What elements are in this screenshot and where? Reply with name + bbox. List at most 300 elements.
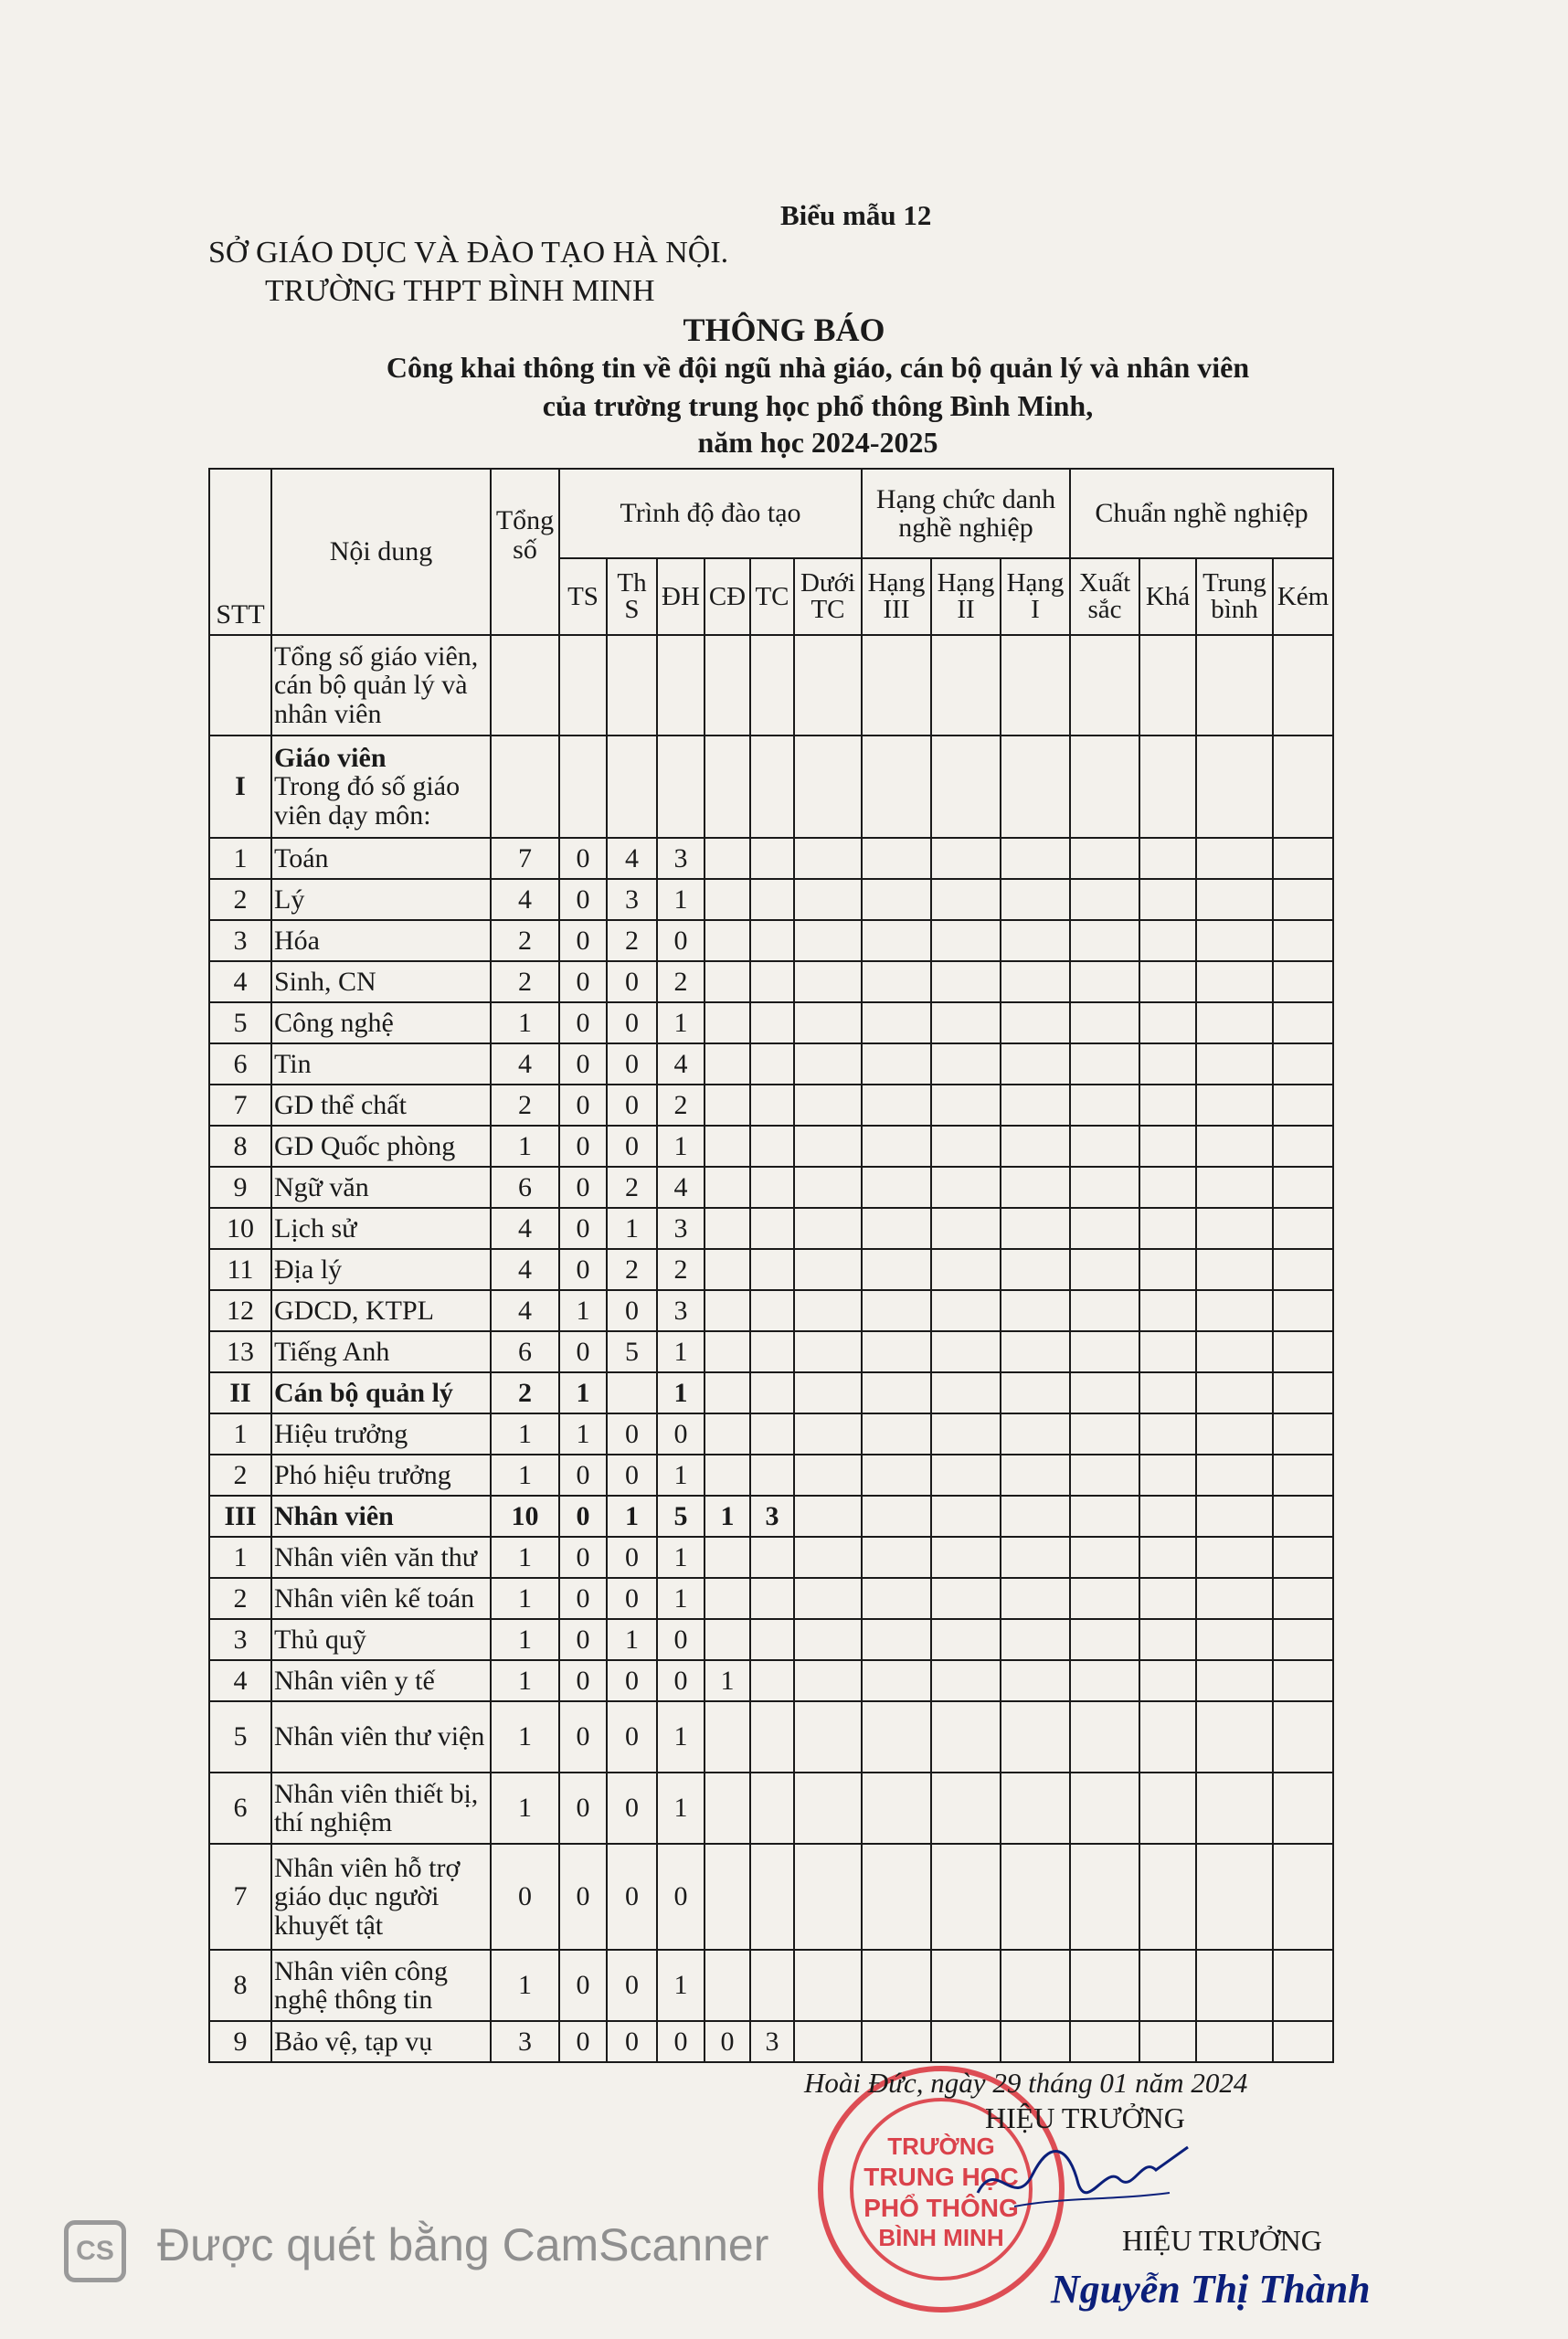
header-rank-2: Hạng II [931, 558, 1001, 635]
header-cd: CĐ [705, 558, 750, 635]
cell-dh: 2 [657, 1249, 705, 1290]
cell-empty [1139, 1844, 1196, 1950]
cell-tc [750, 1043, 794, 1085]
row-stt: III [209, 1496, 271, 1537]
cell-empty [862, 920, 931, 961]
cell-ths: 0 [607, 1578, 657, 1619]
cell-empty [794, 1537, 862, 1578]
header-below-tc: Dưới TC [794, 558, 862, 635]
header-tc: TC [750, 558, 794, 635]
cell-empty [1070, 1208, 1139, 1249]
cell-empty [1273, 1455, 1333, 1496]
cell-cd [705, 1208, 750, 1249]
cell-empty [1139, 920, 1196, 961]
table-row [209, 2021, 1333, 2062]
signer-role-bottom: HIỆU TRƯỞNG [1122, 2224, 1322, 2257]
row-name: Cán bộ quản lý [271, 1372, 491, 1413]
cell-empty [931, 838, 1001, 879]
cell-empty [1139, 1290, 1196, 1331]
cell-empty [1001, 879, 1070, 920]
row-name: Lý [271, 879, 491, 920]
cell-ths: 0 [607, 1002, 657, 1043]
table-row [209, 1331, 1333, 1372]
cell-cd [705, 1043, 750, 1085]
cell-empty [931, 1208, 1001, 1249]
cell-empty [931, 1537, 1001, 1578]
cell-tc [750, 879, 794, 920]
header-rank-1: Hạng I [1001, 558, 1070, 635]
cell-empty [931, 1413, 1001, 1455]
cell-empty [794, 1660, 862, 1701]
cell-empty [862, 1126, 931, 1167]
cell-empty [1196, 879, 1273, 920]
cell-cd [705, 1537, 750, 1578]
row-name: Nhân viên [271, 1496, 491, 1537]
signer-role-top: HIỆU TRƯỞNG [985, 2101, 1185, 2134]
cell-total: 2 [491, 961, 559, 1002]
cell-empty [794, 1844, 862, 1950]
cell-empty [862, 961, 931, 1002]
cell-cd: 1 [705, 1660, 750, 1701]
cell-empty [862, 1950, 931, 2021]
header-rank-3: Hạng III [862, 558, 931, 635]
cell-dh: 3 [657, 1208, 705, 1249]
row-stt: 7 [209, 1085, 271, 1126]
cell-empty [1139, 2021, 1196, 2062]
cell-total: 4 [491, 879, 559, 920]
cell-empty [1001, 1208, 1070, 1249]
cell-empty [862, 1249, 931, 1290]
cell-empty [794, 1043, 862, 1085]
cell-ts: 0 [559, 1844, 607, 1950]
cell-ts: 0 [559, 1773, 607, 1844]
table-row [209, 1701, 1333, 1773]
cell-tc [750, 1167, 794, 1208]
cell-empty [1139, 1496, 1196, 1537]
cell-empty [931, 1701, 1001, 1773]
cell-ts: 1 [559, 1290, 607, 1331]
cell-total: 2 [491, 1372, 559, 1413]
cell-empty [1070, 1372, 1139, 1413]
row-stt: II [209, 1372, 271, 1413]
cell-empty [1001, 1372, 1070, 1413]
row-stt: I [209, 736, 271, 838]
cell-empty [1070, 1660, 1139, 1701]
cell-empty [931, 879, 1001, 920]
cell-tc: 3 [750, 1496, 794, 1537]
cell-empty [1001, 1043, 1070, 1085]
cell-empty [1139, 1372, 1196, 1413]
cell-empty [862, 1167, 931, 1208]
cell-ths: 0 [607, 1701, 657, 1773]
cell-cd [705, 879, 750, 920]
table-row [209, 1372, 1333, 1413]
cell-ths: 3 [607, 879, 657, 920]
cell-tc [750, 920, 794, 961]
cell-tc [750, 1660, 794, 1701]
cell-empty [1139, 961, 1196, 1002]
row-name: Hiệu trưởng [271, 1413, 491, 1455]
cell-empty [862, 1331, 931, 1372]
cell-dh: 2 [657, 961, 705, 1002]
cell-empty [1001, 1578, 1070, 1619]
cell-total [491, 635, 559, 736]
cell-empty [931, 736, 1001, 838]
cell-empty [862, 1208, 931, 1249]
row-name: Hóa [271, 920, 491, 961]
row-stt: 9 [209, 1167, 271, 1208]
cell-empty [931, 1950, 1001, 2021]
cell-empty [931, 635, 1001, 736]
cell-ts: 0 [559, 1496, 607, 1537]
cell-empty [1070, 1496, 1139, 1537]
cell-empty [1273, 736, 1333, 838]
cell-empty [1196, 1043, 1273, 1085]
cell-cd [705, 635, 750, 736]
table-body [209, 635, 1333, 2062]
row-stt: 8 [209, 1950, 271, 2021]
cell-cd [705, 1290, 750, 1331]
cell-empty [794, 1290, 862, 1331]
row-stt: 11 [209, 1249, 271, 1290]
row-stt: 8 [209, 1126, 271, 1167]
cell-empty [794, 1701, 862, 1773]
header-dh: ĐH [657, 558, 705, 635]
cell-empty [1273, 1126, 1333, 1167]
table-row [209, 1002, 1333, 1043]
cell-ts: 0 [559, 1660, 607, 1701]
cell-dh: 0 [657, 1413, 705, 1455]
header-ts: TS [559, 558, 607, 635]
table-row [209, 736, 1333, 838]
row-name: Tiếng Anh [271, 1331, 491, 1372]
cell-empty [862, 1578, 931, 1619]
table-row [209, 838, 1333, 879]
cell-empty [1001, 961, 1070, 1002]
table-row [209, 1950, 1333, 2021]
cell-ts: 0 [559, 920, 607, 961]
row-name: GDCD, KTPL [271, 1290, 491, 1331]
cell-cd [705, 1167, 750, 1208]
cell-tc: 3 [750, 2021, 794, 2062]
cell-empty [1273, 1167, 1333, 1208]
cell-empty [862, 879, 931, 920]
row-name: Tin [271, 1043, 491, 1085]
row-stt: 9 [209, 2021, 271, 2062]
cell-empty [1273, 1413, 1333, 1455]
cell-empty [1139, 1773, 1196, 1844]
cell-ts: 0 [559, 1208, 607, 1249]
row-name: Nhân viên thiết bị, thí nghiệm [271, 1773, 491, 1844]
table-row [209, 1290, 1333, 1331]
row-name: Nhân viên công nghệ thông tin [271, 1950, 491, 2021]
cell-empty [1070, 1002, 1139, 1043]
table-row [209, 1126, 1333, 1167]
cell-cd [705, 1331, 750, 1372]
cell-dh: 1 [657, 1126, 705, 1167]
cell-empty [1273, 1290, 1333, 1331]
cell-empty [1070, 1619, 1139, 1660]
header-average: Trung bình [1196, 558, 1273, 635]
cell-cd [705, 961, 750, 1002]
header-excellent: Xuất sắc [1070, 558, 1139, 635]
cell-total: 4 [491, 1290, 559, 1331]
table-row [209, 961, 1333, 1002]
row-name: Nhân viên thư viện [271, 1701, 491, 1773]
cell-empty [1196, 1950, 1273, 2021]
cell-empty [1001, 736, 1070, 838]
cell-ths: 0 [607, 1085, 657, 1126]
row-name: Lịch sử [271, 1208, 491, 1249]
cell-empty [862, 736, 931, 838]
cell-ts: 0 [559, 838, 607, 879]
cell-ths: 0 [607, 1660, 657, 1701]
cell-empty [1273, 1249, 1333, 1290]
cell-empty [1070, 1167, 1139, 1208]
cell-empty [931, 1496, 1001, 1537]
cell-empty [1001, 1773, 1070, 1844]
cell-empty [862, 635, 931, 736]
cell-ts: 0 [559, 961, 607, 1002]
form-number: Biểu mẫu 12 [780, 199, 932, 231]
school-name: TRƯỜNG THPT BÌNH MINH [265, 274, 655, 308]
cell-empty [1196, 1002, 1273, 1043]
cell-tc [750, 1773, 794, 1844]
cell-total: 0 [491, 1844, 559, 1950]
cell-empty [862, 838, 931, 879]
cell-cd [705, 1372, 750, 1413]
table-row [209, 1537, 1333, 1578]
row-name: Nhân viên hỗ trợ giáo dục người khuyết tật [271, 1844, 491, 1950]
cell-empty [1196, 1290, 1273, 1331]
cell-empty [794, 920, 862, 961]
cell-cd [705, 1773, 750, 1844]
cell-ths [607, 736, 657, 838]
cell-empty [1139, 879, 1196, 920]
cell-empty [1196, 1496, 1273, 1537]
cell-empty [931, 1126, 1001, 1167]
cell-empty [862, 1701, 931, 1773]
cell-dh: 3 [657, 838, 705, 879]
row-name: Nhân viên y tế [271, 1660, 491, 1701]
header-training: Trình độ đào tạo [559, 469, 862, 558]
cell-empty [1196, 1619, 1273, 1660]
cell-dh: 3 [657, 1290, 705, 1331]
cell-tc [750, 1126, 794, 1167]
cell-tc [750, 635, 794, 736]
row-stt: 7 [209, 1844, 271, 1950]
date-line: Hoài Đức, ngày 29 tháng 01 năm 2024 [804, 2067, 1248, 2099]
cell-empty [1196, 838, 1273, 879]
cell-empty [1273, 1537, 1333, 1578]
cell-empty [931, 1660, 1001, 1701]
cell-empty [1139, 736, 1196, 838]
cell-empty [862, 1496, 931, 1537]
handwritten-signature [959, 2129, 1197, 2229]
cell-ts: 0 [559, 879, 607, 920]
cell-empty [862, 1455, 931, 1496]
cell-empty [1001, 1413, 1070, 1455]
table-row [209, 1085, 1333, 1126]
cell-total: 1 [491, 1660, 559, 1701]
staff-table [208, 468, 1334, 2063]
table-row [209, 1455, 1333, 1496]
cell-empty [1273, 920, 1333, 961]
cell-dh: 1 [657, 1455, 705, 1496]
cell-ths [607, 635, 657, 736]
cell-total: 3 [491, 2021, 559, 2062]
cell-empty [794, 1167, 862, 1208]
cell-ts: 1 [559, 1372, 607, 1413]
cell-empty [1070, 1331, 1139, 1372]
cell-ths: 2 [607, 920, 657, 961]
cell-ths: 2 [607, 1167, 657, 1208]
cell-empty [1273, 1043, 1333, 1085]
cell-empty [862, 1002, 931, 1043]
cell-ths: 1 [607, 1496, 657, 1537]
cell-empty [1273, 1331, 1333, 1372]
cell-empty [1273, 1844, 1333, 1950]
cell-total: 1 [491, 1413, 559, 1455]
cell-empty [1001, 838, 1070, 879]
cell-empty [1070, 1455, 1139, 1496]
cell-total: 1 [491, 1578, 559, 1619]
cell-ts: 0 [559, 1331, 607, 1372]
cell-empty [931, 1372, 1001, 1413]
cell-empty [1139, 1208, 1196, 1249]
cell-empty [794, 1773, 862, 1844]
cell-empty [1070, 1290, 1139, 1331]
cell-dh: 2 [657, 1085, 705, 1126]
table-row [209, 1619, 1333, 1660]
cell-empty [1001, 1496, 1070, 1537]
cell-total: 1 [491, 1002, 559, 1043]
row-name-text: Trong đó số giáo viên dạy môn: [274, 771, 461, 831]
cell-empty [862, 1844, 931, 1950]
cell-empty [1139, 1950, 1196, 2021]
header-poor: Kém [1273, 558, 1333, 635]
cell-dh: 0 [657, 1660, 705, 1701]
row-name: Toán [271, 838, 491, 879]
cell-ts: 0 [559, 1043, 607, 1085]
document-subtitle-3: năm học 2024-2025 [697, 426, 938, 459]
cell-empty [1196, 1126, 1273, 1167]
cell-empty [1001, 1002, 1070, 1043]
cell-empty [1196, 1372, 1273, 1413]
cell-empty [1070, 1126, 1139, 1167]
cell-ts: 0 [559, 1950, 607, 2021]
cell-empty [931, 1085, 1001, 1126]
row-stt: 4 [209, 1660, 271, 1701]
row-stt: 2 [209, 1455, 271, 1496]
cell-empty [794, 838, 862, 879]
cell-cd [705, 1455, 750, 1496]
table-row [209, 1413, 1333, 1455]
cell-ts: 0 [559, 1249, 607, 1290]
cell-cd [705, 1578, 750, 1619]
cell-tc [750, 1413, 794, 1455]
cell-empty [1139, 1701, 1196, 1773]
cell-empty [1196, 1413, 1273, 1455]
cell-empty [1139, 1249, 1196, 1290]
table-row [209, 1167, 1333, 1208]
cell-empty [1070, 1537, 1139, 1578]
cell-empty [1070, 1043, 1139, 1085]
row-name: Bảo vệ, tạp vụ [271, 2021, 491, 2062]
cell-empty [1070, 635, 1139, 736]
cell-tc [750, 1208, 794, 1249]
cell-empty [1070, 1413, 1139, 1455]
cell-empty [794, 1455, 862, 1496]
cell-ths: 1 [607, 1619, 657, 1660]
cell-empty [1001, 920, 1070, 961]
table-row [209, 1249, 1333, 1290]
cell-total: 7 [491, 838, 559, 879]
seal-line-3: PHỔ THÔNG [863, 2194, 1019, 2222]
cell-empty [862, 1085, 931, 1126]
cell-empty [931, 920, 1001, 961]
cell-empty [794, 1208, 862, 1249]
table-row [209, 635, 1333, 736]
cell-total: 2 [491, 920, 559, 961]
cell-cd [705, 1701, 750, 1773]
header-standard: Chuẩn nghề nghiệp [1070, 469, 1333, 558]
cell-empty [1196, 1773, 1273, 1844]
cell-cd [705, 1085, 750, 1126]
row-name: Tổng số giáo viên, cán bộ quản lý và nhân viên [271, 635, 491, 736]
cell-cd: 1 [705, 1496, 750, 1537]
cell-empty [1139, 1619, 1196, 1660]
cell-total: 2 [491, 1085, 559, 1126]
row-name: Sinh, CN [271, 961, 491, 1002]
cell-empty [1001, 1249, 1070, 1290]
cell-tc [750, 1290, 794, 1331]
cell-empty [1273, 1208, 1333, 1249]
cell-empty [1196, 1208, 1273, 1249]
table-row [209, 1496, 1333, 1537]
cell-empty [794, 1413, 862, 1455]
cell-empty [1196, 1578, 1273, 1619]
cell-empty [1196, 1167, 1273, 1208]
table-row [209, 1208, 1333, 1249]
cell-empty [1196, 1701, 1273, 1773]
cell-cd [705, 736, 750, 838]
cell-tc [750, 838, 794, 879]
table-row [209, 1773, 1333, 1844]
cell-dh: 1 [657, 1331, 705, 1372]
cell-empty [1273, 1773, 1333, 1844]
row-stt: 1 [209, 1537, 271, 1578]
cell-empty [794, 1002, 862, 1043]
cell-ths [607, 1372, 657, 1413]
cell-empty [1070, 1578, 1139, 1619]
cell-dh: 0 [657, 920, 705, 961]
cell-empty [1070, 1773, 1139, 1844]
cell-ts: 0 [559, 2021, 607, 2062]
cell-empty [794, 1496, 862, 1537]
cell-ts: 0 [559, 1578, 607, 1619]
cell-cd [705, 920, 750, 961]
cell-empty [794, 1331, 862, 1372]
camscanner-logo: CS [64, 2220, 126, 2282]
cell-tc [750, 1950, 794, 2021]
cell-empty [1001, 1126, 1070, 1167]
signer-name: Nguyễn Thị Thành [1051, 2267, 1371, 2312]
cell-empty [794, 1372, 862, 1413]
cell-ths: 0 [607, 2021, 657, 2062]
cell-empty [1196, 1844, 1273, 1950]
cell-empty [1196, 736, 1273, 838]
